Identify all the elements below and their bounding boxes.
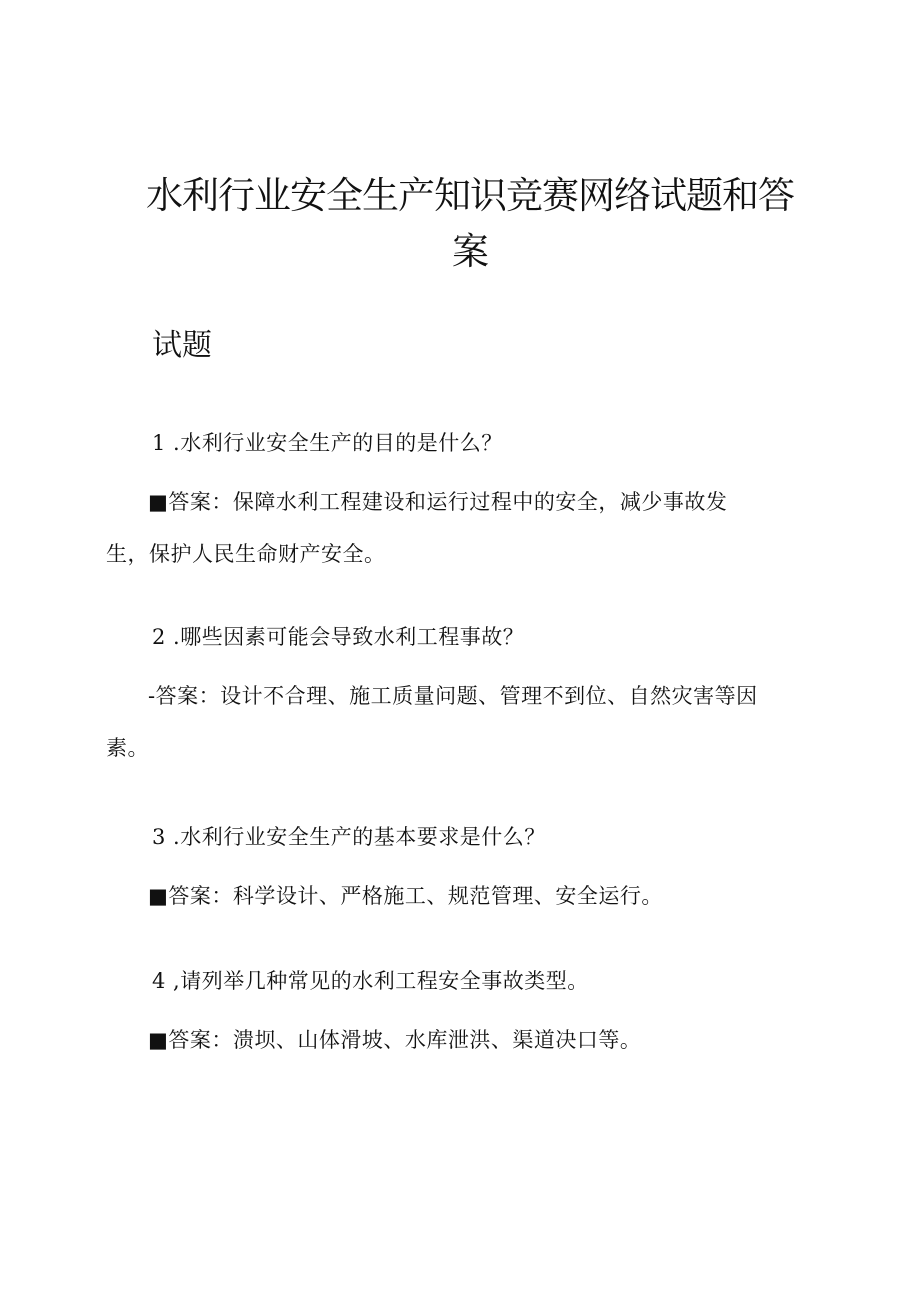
answer-2: -答案：设计不合理、施工质量问题、管理不到位、自然灾害等因素。 [106,684,758,760]
question-4: 4 ,请列举几种常见的水利工程安全事故类型。 [152,969,589,993]
answer-4: ■答案：溃坝、山体滑坡、水库泄洪、渠道决口等。 [148,1028,642,1052]
question-1: 1 .水利行业安全生产的目的是什么？ [152,431,503,455]
question-2: 2 .哪些因素可能会导致水利工程事故？ [152,625,525,649]
qa-item-2 [106,622,766,774]
question-3: 3 .水利行业安全生产的基本要求是什么？ [152,825,546,849]
qa-item-4 [106,966,766,1066]
document-title: 水利行业安全生产知识竞赛网络试题和答案 [146,174,794,273]
qa-item-3 [106,822,766,922]
qa-item-1 [106,428,766,580]
section-heading: 试题 [152,328,212,363]
answer-1: ■答案：保障水利工程建设和运行过程中的安全，减少事故发生，保护人民生命财产安全。 [106,490,728,566]
answer-3: ■答案：科学设计、严格施工、规范管理、安全运行。 [148,884,663,908]
